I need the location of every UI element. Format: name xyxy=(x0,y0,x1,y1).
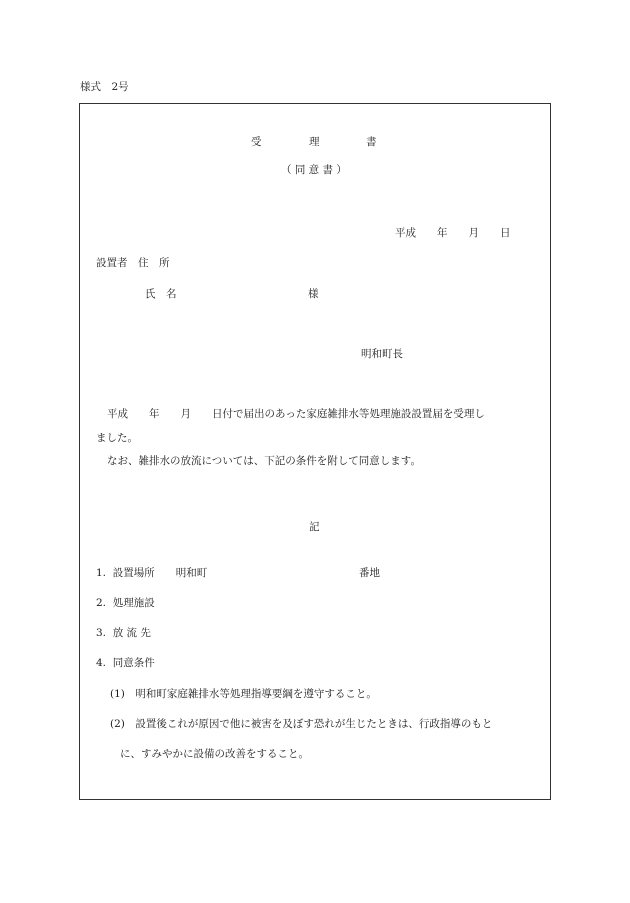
date-line: 平成 年 月 日 xyxy=(395,227,511,239)
item-1-label: 1. 設置場所 明和町 xyxy=(96,567,208,579)
body-line-3: なお、雑排水の放流については、下記の条件を附して同意します。 xyxy=(107,455,421,467)
subtitle: （ 同 意 書 ） xyxy=(281,164,347,176)
form-number: 様式 2号 xyxy=(80,81,129,93)
issuer: 明和町長 xyxy=(361,348,403,360)
title-char-1: 受 xyxy=(251,136,262,148)
installer-name-label: 氏 名 xyxy=(145,288,177,300)
item-4: 4. 同意条件 xyxy=(96,657,155,669)
title-char-3: 書 xyxy=(366,136,377,148)
item-3: 3. 放 流 先 xyxy=(96,627,151,639)
condition-2-line-2: に、すみやかに設備の改善をすること。 xyxy=(120,748,309,760)
item-2: 2. 処理施設 xyxy=(96,597,155,609)
condition-2-line-1: (2) 設置後これが原因で他に被害を及ぼす恐れが生じたときは、行政指導のもと xyxy=(110,718,493,730)
item-1-suffix: 番地 xyxy=(359,567,380,579)
ki-heading: 記 xyxy=(309,521,320,533)
installer-address-label: 設置者 住 所 xyxy=(96,257,170,269)
body-line-2: ました。 xyxy=(96,432,138,444)
installer-honorific: 様 xyxy=(308,288,319,300)
body-line-1: 平成 年 月 日付で届出のあった家庭雑排水等処理施設設置届を受理し xyxy=(107,408,485,420)
title-char-2: 理 xyxy=(309,136,320,148)
condition-1: (1) 明和町家庭雑排水等処理指導要綱を遵守すること。 xyxy=(110,688,377,700)
